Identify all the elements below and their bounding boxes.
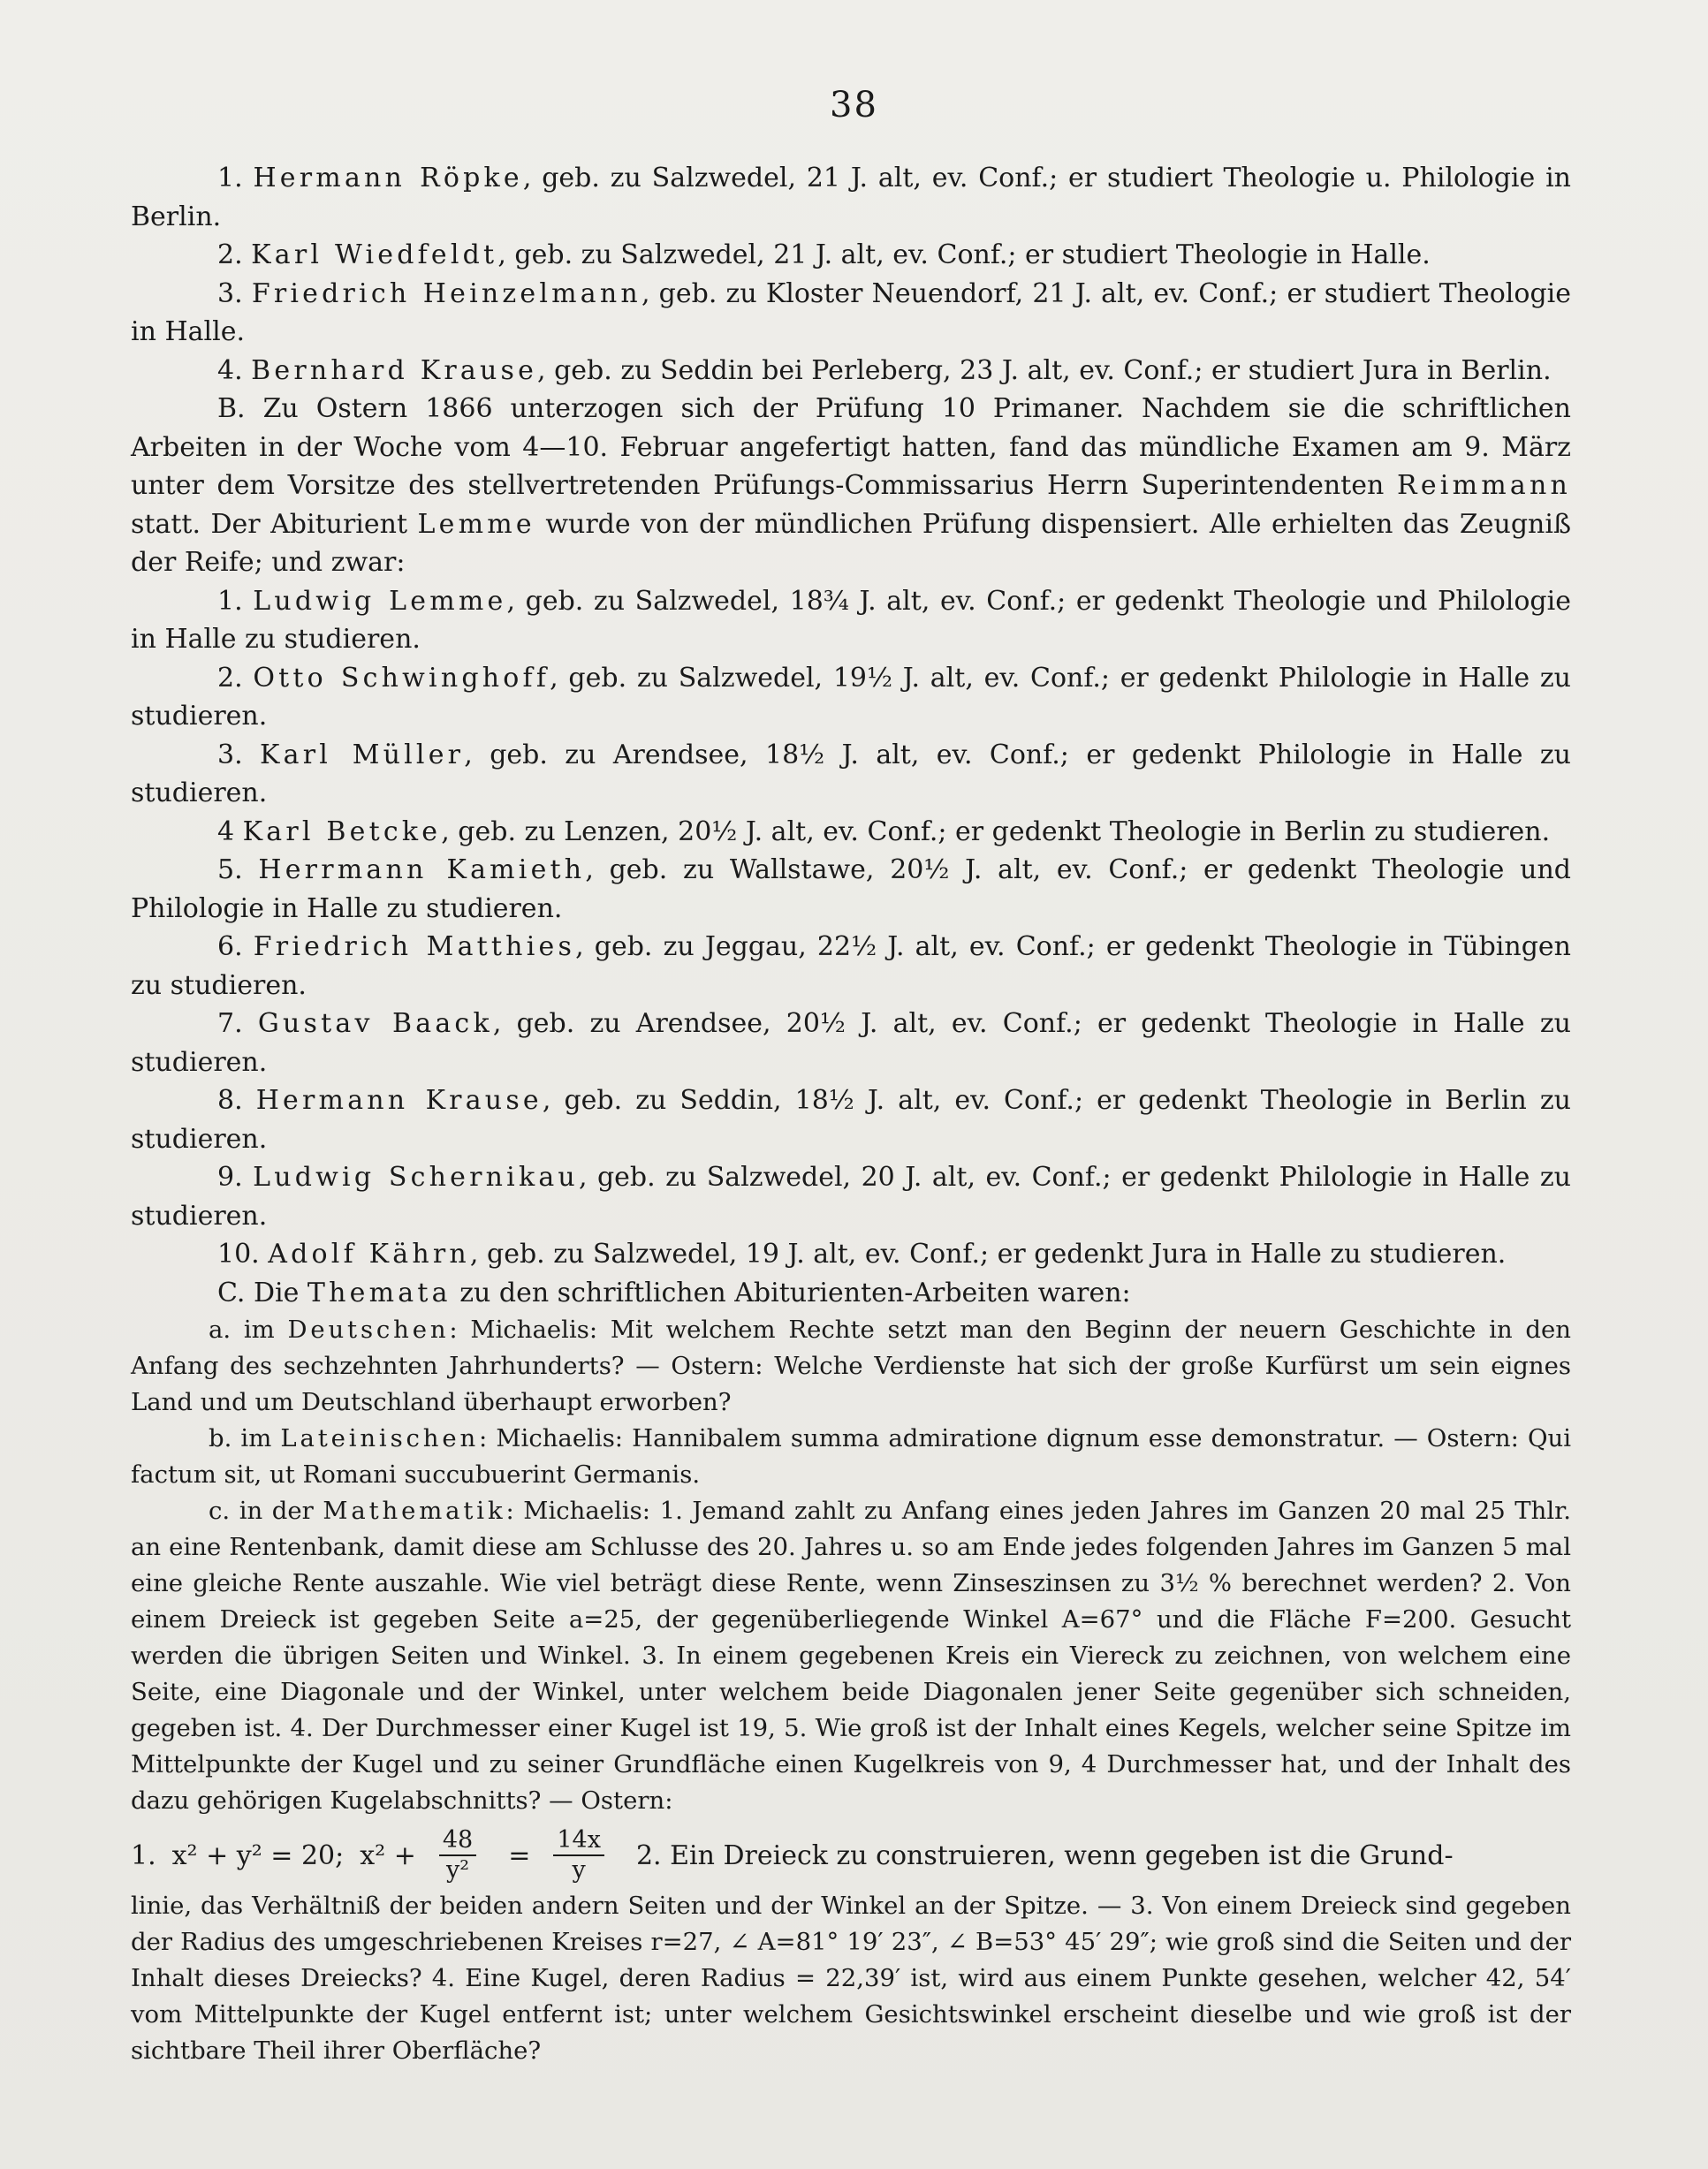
person-name: Karl Müller — [260, 739, 465, 770]
person-name: Hermann Röpke — [253, 163, 523, 193]
person-name: Hermann Krause — [255, 1085, 543, 1116]
person-name: Bernhard Krause — [251, 354, 538, 386]
person-name: Ludwig Lemme — [253, 585, 507, 617]
list-item: 4. Bernhard Krause, geb. zu Seddin bei Perleberg, 23 J. alt, ev. Conf.; er studiert Jura in Berlin. — [217, 354, 1552, 386]
list-item: 10. Adolf Kährn, geb. zu Salzwedel, 19 J. alt, ev. Conf.; er gedenkt Jura in Halle zu studieren. — [217, 1239, 1507, 1270]
person-name: Herrmann Kamieth — [258, 854, 586, 885]
page-number: 38 — [830, 85, 878, 125]
list-item: 3. Friedrich Heinzelmann, geb. zu Kloster Neuendorf, 21 J. alt, ev. Conf.; er studiert Theologie in Halle. — [131, 277, 1571, 347]
person-name: Ludwig Schernikau — [253, 1162, 579, 1193]
person-name: Karl Wiedfeldt — [251, 239, 498, 270]
list-item: 1. Ludwig Lemme, geb. zu Salzwedel, 18¾ J. alt, ev. Conf.; er gedenkt Theologie und Philologie in Halle zu studieren. — [131, 585, 1571, 655]
list-item: 7. Gustav Baack, geb. zu Arendsee, 20½ J. alt, ev. Conf.; er gedenkt Theologie in Halle zu studieren. — [131, 1008, 1571, 1078]
person-name: Reimmann — [1397, 470, 1571, 501]
list-item: 3. Karl Müller, geb. zu Arendsee, 18½ J. alt, ev. Conf.; er gedenkt Philologie in Halle zu studieren. — [131, 739, 1571, 808]
math-formula: 1. x² + y² = 20; x² + $\frac{48}{\text{y²}}$ = $\frac{14x}{y}$ 2. Ein Dreieck zu construieren, wenn gegeben ist die Grund- — [131, 1826, 1454, 1884]
list-item: 6. Friedrich Matthies, geb. zu Jeggau, 22½ J. alt, ev. Conf.; er gedenkt Theologie in Tübingen zu studieren. — [131, 931, 1571, 1001]
person-name: Lemme — [417, 508, 535, 540]
list-item: 4 Karl Betcke, geb. zu Lenzen, 20½ J. alt, ev. Conf.; er gedenkt Theologie in Berlin zu studieren. — [217, 815, 1551, 847]
theme-german: a. im Deutschen: Michaelis: Mit welchem Rechte setzt man den Beginn der neuern Geschichte in den Anfang des sechzehnten Jahrhunderts? — Ostern: Welche Verdienste hat sich der große Kurfürst um sein eignes Land und um Deutschland überhaupt erworben? — [131, 1316, 1571, 1416]
theme-mathematics: c. in der Mathematik: Michaelis: 1. Jemand zahlt zu Anfang eines jeden Jahres im Ganzen 20 mal 25 Thlr. an eine Rentenbank, damit diese am Schlusse des 20. Jahres u. so am Ende jedes folgenden Jahres im Ganzen 5 mal eine gleiche Rente auszahle. Wie viel beträgt diese Rente, wenn Zinseszinsen zu 3½ % berechnet werden? 2. Von einem Dreieck ist gegeben Seite a=25, der gegenüberliegende Winkel A=67° und die Fläche F=200. Gesucht werden die übrigen Seiten und Winkel. 3. In einem gegebenen Kreis ein Viereck zu zeichnen, von welchem eine Seite, eine Diagonale und der Winkel, unter welchem beide Diagonalen jener Seite gegenüber sich schneiden, gegeben ist. 4. Der Durchmesser einer Kugel ist 19, 5. Wie groß ist der Inhalt eines Kegels, welcher seine Spitze im Mittelpunkte der Kugel und zu seiner Grundfläche einen Kugelkreis von 9, 4 Durchmesser hat, und der Inhalt des dazu gehörigen Kugelabschnitts? — Ostern: — [131, 1497, 1572, 1815]
equation-2-left: x² + — [360, 1839, 416, 1871]
theme-mathematics-continued: linie, das Verhältniß der beiden andern Seiten und der Winkel an der Spitze. — 3. Von einem Dreieck sind gegeben der Radius des umgeschriebenen Kreises r=27, ∠ A=81° 19′ 23″, ∠ B=53° 45′ 29″; wie groß sind die Seiten und der Inhalt dieses Dreiecks? 4. Eine Kugel, deren Radius = 22,39′ ist, wird aus einem Punkte gesehen, welcher 42, 54′ vom Mittelpunkte der Kugel entfernt ist; unter welchem Gesichtswinkel erscheint dieselbe und wie groß ist der sichtbare Theil ihrer Oberfläche? — [131, 1892, 1571, 2065]
section-c-heading: C. Die Themata zu den schriftlichen Abiturienten-Arbeiten waren: — [217, 1277, 1131, 1308]
equation-1: x² + y² = 20; — [171, 1839, 345, 1871]
list-item: 5. Herrmann Kamieth, geb. zu Wallstawe, 20½ J. alt, ev. Conf.; er gedenkt Theologie und Philologie in Halle zu studieren. — [131, 854, 1571, 924]
person-name: Otto Schwinghoff — [253, 662, 550, 694]
list-item: 9. Ludwig Schernikau, geb. zu Salzwedel, 20 J. alt, ev. Conf.; er gedenkt Philologie in Halle zu studieren. — [131, 1162, 1571, 1232]
person-name: Adolf Kährn — [268, 1239, 470, 1270]
person-name: Karl Betcke — [242, 815, 442, 847]
fraction: $\frac{14x}{y}$ — [553, 1826, 620, 1885]
person-name: Gustav Baack — [257, 1008, 493, 1039]
list-item: 8. Hermann Krause, geb. zu Seddin, 18½ J. alt, ev. Conf.; er gedenkt Theologie in Berlin zu studieren. — [131, 1085, 1571, 1155]
section-b-paragraph: B. Zu Ostern 1866 unterzogen sich der Prüfung 10 Primaner. Nachdem sie die schriftlichen Arbeiten in der Woche vom 4—10. Februar angefertigt hatten, fand das mündliche Examen am 9. März unter dem Vorsitze des stellvertretenden Prüfungs-Commissarius Herrn Superintendenten Reimmann statt. Der Abiturient Lemme wurde von der mündlichen Prüfung dispensiert. Alle erhielten das Zeugniß der Reife; und zwar: — [131, 393, 1571, 578]
list-item: 2. Karl Wiedfeldt, geb. zu Salzwedel, 21 J. alt, ev. Conf.; er studiert Theologie in Halle. — [217, 239, 1431, 270]
list-item: 1. Hermann Röpke, geb. zu Salzwedel, 21 J. alt, ev. Conf.; er studiert Theologie u. Philologie in Berlin. — [131, 163, 1572, 232]
fraction: $\frac{48}{\text{y²}}$ — [439, 1826, 492, 1885]
body-text — [131, 159, 1571, 2069]
person-name: Friedrich Heinzelmann — [251, 277, 641, 309]
list-item: 2. Otto Schwinghoff, geb. zu Salzwedel, 19½ J. alt, ev. Conf.; er gedenkt Philologie in Halle zu studieren. — [131, 662, 1572, 732]
person-name: Friedrich Matthies — [253, 931, 576, 962]
theme-latin: b. im Lateinischen: Michaelis: Hannibalem summa admiratione dignum esse demonstratur. — Ostern: Qui factum sit, ut Romani succubuerint Germanis. — [131, 1424, 1571, 1489]
